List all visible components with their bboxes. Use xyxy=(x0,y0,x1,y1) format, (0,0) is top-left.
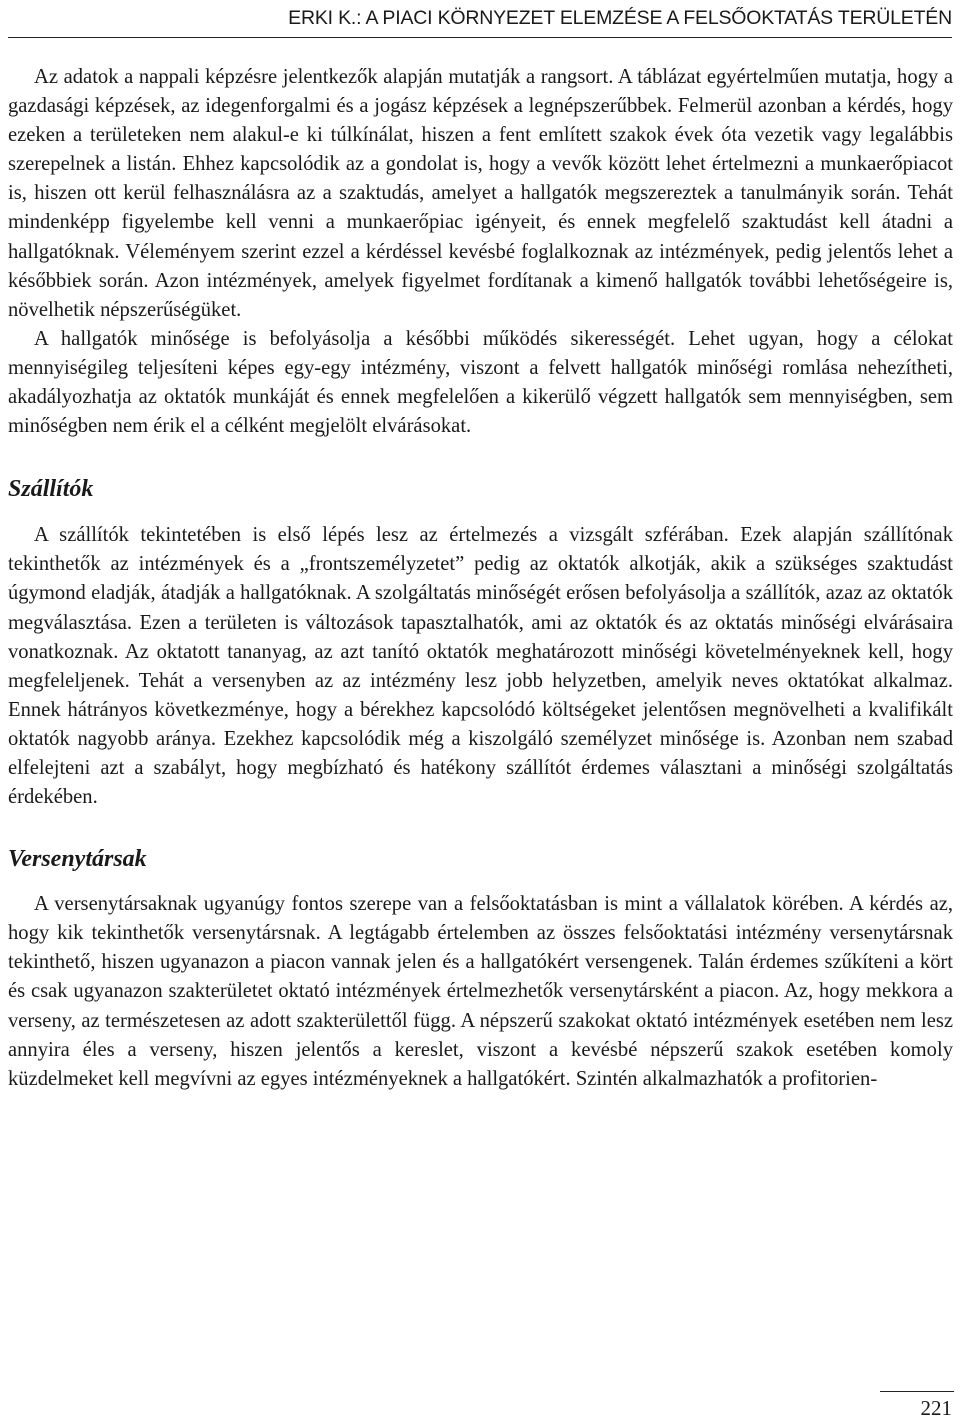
quality-paragraph: A hallgatók minősége is befolyásolja a későbbi működés sikerességét. Lehet ugyan, hogy a célokat mennyiségileg teljesíteni képes egy-egy intézmény, viszont a felvett hallgatók minőségi romlása nehezítheti, akadályozhatja az oktatók munkáját és ennek megfelelően a kikerülő végzett hallgatók sem mennyiségben, sem minőségben nem érik el a célként megjelölt elvárásokat. xyxy=(8,327,953,438)
suppliers-paragraph: A szállítók tekintetében is első lépés lesz az értelmezés a vizsgált szférában. Ezek alapján szállítónak tekinthetők az intézmények és a „frontszemélyzetet” pedig az oktatók alkotják, akik a szükséges szaktudást úgymond eladják, átadják a hallgatóknak. A szolgáltatás minőségét erősen befolyásolja a szállítók, azaz az oktatók megválasztása. Ezen a területen is változások tapasztalhatók, ami az oktatók és az oktatás minőségi elvárásaira vonatkoznak. Az oktatott tananyag, az azt tanító oktatók meghatározott minőségi követelményeknek kell, hogy megfeleljenek. Tehát a versenyben az az intézmény lesz jobb helyzetben, amelyik neves oktatókat alkalmaz. Ennek hátrányos következménye, hogy a bérekhez kapcsolódó költségeket jelentősen megnövelheti a kvalifikált oktatók nagyobb aránya. Ezekhez kapcsolódik még a kiszolgáló személyzet minősége is. Azonban nem szabad elfelejteni azt a szabályt, hogy megbízható és hatékony szállítót érdemes választani a minőségi szolgáltatás érdekében. xyxy=(8,524,953,809)
footer-rule xyxy=(880,1391,954,1392)
header-rule xyxy=(8,37,952,38)
page-number: 221 xyxy=(920,1396,952,1420)
intro-paragraph: Az adatok a nappali képzésre jelentkezők alapján mutatják a rangsort. A táblázat egyértelműen mutatja, hogy a gazdasági képzések, az idegenforgalmi és a jogász képzések a legnépszerűbbek. Felmerül azonban a kérdés, hogy ezeken a területeken nem alakul-e ki túlkínálat, hiszen a fent említett szakok évek óta vezetik vagy legalábbis szerepelnek a listán. Ehhez kapcsolódik az a gondolat is, hogy a vevők között lehet értelmezni a munkaerőpiacot is, hiszen ott kerül felhasználásra az a szaktudás, amelyet a hallgatók megszereztek a tanulmányik során. Tehát mindenképp figyelembe kell venni a munkaerőpiac igényeit, és ennek megfelelő szaktudást kell átadni a hallgatóknak. Véleményem szerint ezzel a kérdéssel kevésbé foglalkoznak az intézmények, pedig jelentős lehet a későbbiek során. Azon intézmények, amelyek figyelmet fordítanak a kimenő hallgatók további lehetőségeire is, növelhetik népszerűségüket. xyxy=(8,66,953,321)
competitors-paragraph: A versenytársaknak ugyanúgy fontos szerepe van a felsőoktatásban is mint a vállalatok körében. A kérdés az, hogy kik tekinthetők versenytársnak. A legtágabb értelemben az összes felsőoktatási intézmény versenytársnak tekinthető, hiszen ugyanazon a piacon vannak jelen és a hallgatókért versengenek. Talán érdemes szűkíteni a kört és csak ugyanazon szakterületet oktató intézmények értelmezhetők versenytársként a piacon. Az, hogy mekkora a verseny, az természetesen az adott szakterülettől függ. A népszerű szakokat oktató intézmények esetében nem lesz annyira éles a verseny, hiszen jelentős a kereslet, viszont a kevésbé népszerű szakok esetében komoly küzdelmeket kell megvívni az egyes intézményeknek a hallgatókért. Szintén alkalmazhatók a profitorien- xyxy=(8,893,953,1090)
running-header: ERKI K.: A PIACI KÖRNYEZET ELEMZÉSE A FELSŐOKTATÁS TERÜLETÉN xyxy=(288,7,952,29)
section-heading-competitors: Versenytársak xyxy=(8,846,147,873)
page-body xyxy=(8,63,953,1094)
section-heading-suppliers: Szállítók xyxy=(8,476,94,503)
